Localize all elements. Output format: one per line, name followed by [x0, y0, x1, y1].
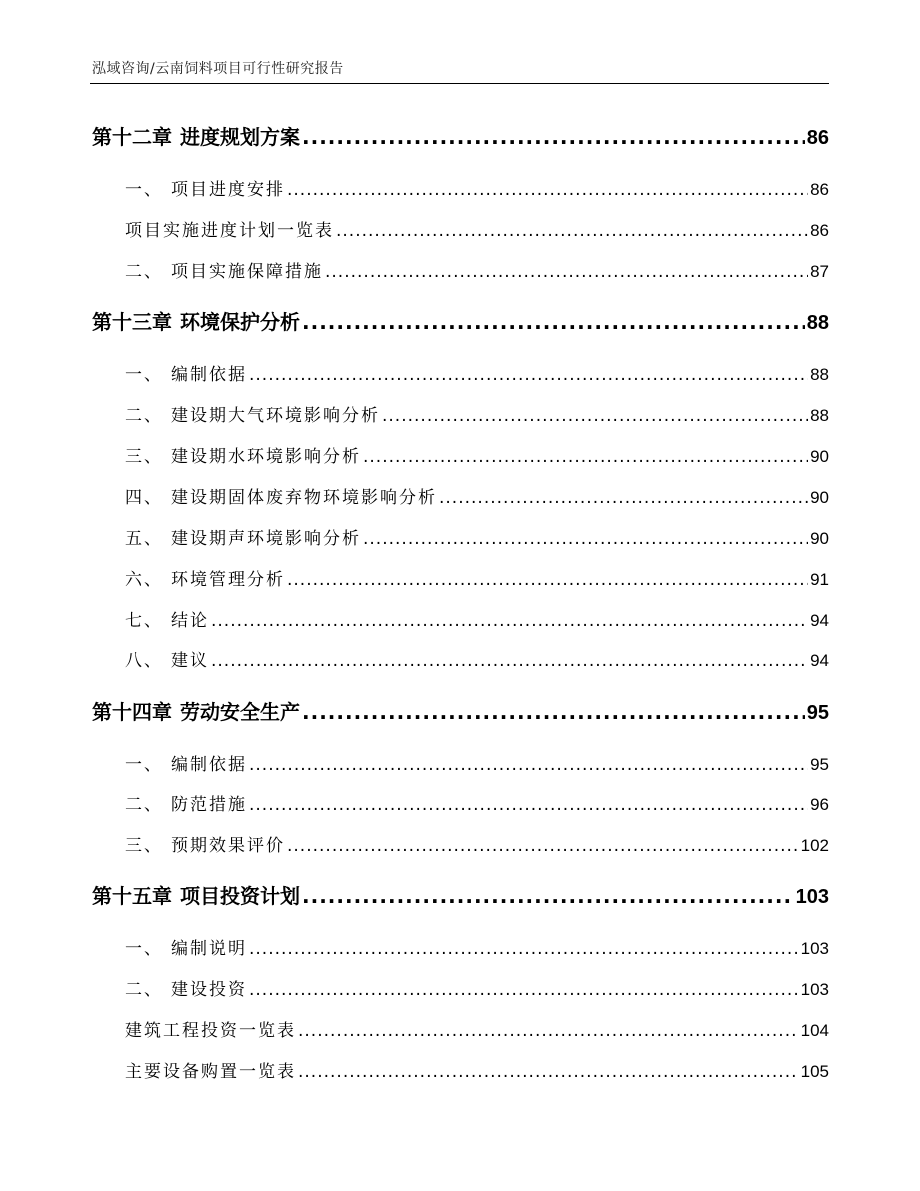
section-title: 环境管理分析 — [171, 570, 285, 590]
toc-table-entry[interactable] — [125, 1016, 829, 1042]
section-number: 六、 — [125, 570, 163, 590]
dot-leader — [302, 125, 805, 149]
toc-section[interactable] — [125, 442, 829, 468]
toc-section[interactable] — [125, 565, 829, 591]
page-number: 96 — [810, 795, 829, 814]
table-title: 建筑工程投资一览表 — [125, 1021, 296, 1041]
chapter-number: 第十四章 — [92, 700, 172, 724]
section-title: 编制依据 — [171, 365, 247, 385]
toc-section[interactable] — [125, 401, 829, 427]
section-title: 建设期固体废弃物环境影响分析 — [171, 488, 437, 508]
section-title: 编制依据 — [171, 755, 247, 775]
section-title: 建设期声环境影响分析 — [171, 529, 361, 549]
page-number: 94 — [810, 651, 829, 670]
page-number: 87 — [810, 262, 829, 281]
section-title: 建设期水环境影响分析 — [171, 447, 361, 467]
page-number: 90 — [810, 447, 829, 466]
page-number: 86 — [806, 127, 829, 149]
toc-section[interactable] — [125, 483, 829, 509]
toc-entry-title — [92, 306, 300, 335]
section-title: 项目进度安排 — [171, 180, 285, 200]
dot-leader — [249, 755, 808, 775]
header-divider — [90, 83, 829, 84]
chapter-title: 进度规划方案 — [180, 125, 300, 149]
dot-leader — [439, 488, 808, 508]
section-number: 三、 — [125, 836, 163, 856]
toc-section[interactable] — [125, 934, 829, 960]
toc-section[interactable] — [125, 175, 829, 201]
chapter-number: 第十三章 — [92, 310, 172, 334]
toc-section[interactable] — [125, 790, 829, 816]
section-number: 二、 — [125, 980, 163, 1000]
chapter-number: 第十五章 — [92, 884, 172, 908]
page-number: 86 — [810, 221, 829, 240]
section-number: 一、 — [125, 365, 163, 385]
toc-section[interactable] — [125, 975, 829, 1001]
dot-leader — [298, 1062, 799, 1082]
toc-entry-title — [92, 696, 300, 725]
section-title: 防范措施 — [171, 795, 247, 815]
page-number: 103 — [800, 980, 829, 999]
page-number: 102 — [800, 836, 829, 855]
dot-leader — [287, 836, 799, 856]
toc-chapter-13[interactable] — [92, 306, 829, 336]
page-number: 90 — [810, 488, 829, 507]
toc-section[interactable] — [125, 831, 829, 857]
toc-table-entry[interactable] — [125, 1057, 829, 1083]
table-title: 主要设备购置一览表 — [125, 1062, 296, 1082]
dot-leader — [302, 310, 805, 334]
page-number: 91 — [810, 570, 829, 589]
dot-leader — [287, 570, 808, 590]
dot-leader — [249, 939, 799, 959]
dot-leader — [302, 884, 794, 908]
dot-leader — [287, 180, 808, 200]
section-number: 二、 — [125, 262, 163, 282]
toc-section[interactable] — [125, 360, 829, 386]
section-title: 结论 — [171, 611, 209, 631]
dot-leader — [211, 611, 808, 631]
toc-chapter-12[interactable] — [92, 121, 829, 151]
page-number: 95 — [806, 702, 829, 724]
section-title: 项目实施保障措施 — [171, 262, 323, 282]
section-title: 编制说明 — [171, 939, 247, 959]
page-number: 95 — [810, 755, 829, 774]
dot-leader — [363, 529, 808, 549]
section-number: 一、 — [125, 755, 163, 775]
section-number: 四、 — [125, 488, 163, 508]
page-number: 103 — [795, 886, 829, 908]
dot-leader — [249, 980, 799, 1000]
dot-leader — [336, 221, 808, 241]
toc-section[interactable] — [125, 606, 829, 632]
toc-chapter-15[interactable] — [92, 880, 829, 910]
section-number: 七、 — [125, 611, 163, 631]
toc-entry-title — [92, 121, 300, 150]
dot-leader — [298, 1021, 799, 1041]
section-title: 建议 — [171, 651, 209, 671]
page-number: 90 — [810, 529, 829, 548]
toc-entry-title — [92, 880, 300, 909]
section-title: 建设投资 — [171, 980, 247, 1000]
dot-leader — [382, 406, 808, 426]
table-title: 项目实施进度计划一览表 — [125, 221, 334, 241]
chapter-title: 环境保护分析 — [180, 310, 300, 334]
dot-leader — [249, 795, 808, 815]
dot-leader — [302, 700, 805, 724]
section-title: 建设期大气环境影响分析 — [171, 406, 380, 426]
section-number: 二、 — [125, 406, 163, 426]
section-number: 五、 — [125, 529, 163, 549]
chapter-title: 项目投资计划 — [180, 884, 300, 908]
page-number: 103 — [800, 939, 829, 958]
toc-table-entry[interactable] — [125, 216, 829, 242]
toc-section[interactable] — [125, 257, 829, 283]
chapter-title: 劳动安全生产 — [180, 700, 300, 724]
page-number: 88 — [806, 312, 829, 334]
page-number: 88 — [810, 406, 829, 425]
toc-section[interactable] — [125, 750, 829, 776]
toc-section[interactable] — [125, 524, 829, 550]
page-number: 104 — [800, 1021, 829, 1040]
toc-chapter-14[interactable] — [92, 696, 829, 726]
dot-leader — [249, 365, 808, 385]
dot-leader — [211, 651, 808, 671]
section-number: 一、 — [125, 939, 163, 959]
section-number: 三、 — [125, 447, 163, 467]
dot-leader — [325, 262, 808, 282]
page-number: 86 — [810, 180, 829, 199]
toc-section[interactable] — [125, 646, 829, 672]
section-number: 八、 — [125, 651, 163, 671]
section-number: 二、 — [125, 795, 163, 815]
page-header: 泓域咨询/云南饲料项目可行性研究报告 — [92, 61, 344, 77]
page-number: 94 — [810, 611, 829, 630]
section-number: 一、 — [125, 180, 163, 200]
page-number: 105 — [800, 1062, 829, 1081]
section-title: 预期效果评价 — [171, 836, 285, 856]
page-number: 88 — [810, 365, 829, 384]
chapter-number: 第十二章 — [92, 125, 172, 149]
dot-leader — [363, 447, 808, 467]
